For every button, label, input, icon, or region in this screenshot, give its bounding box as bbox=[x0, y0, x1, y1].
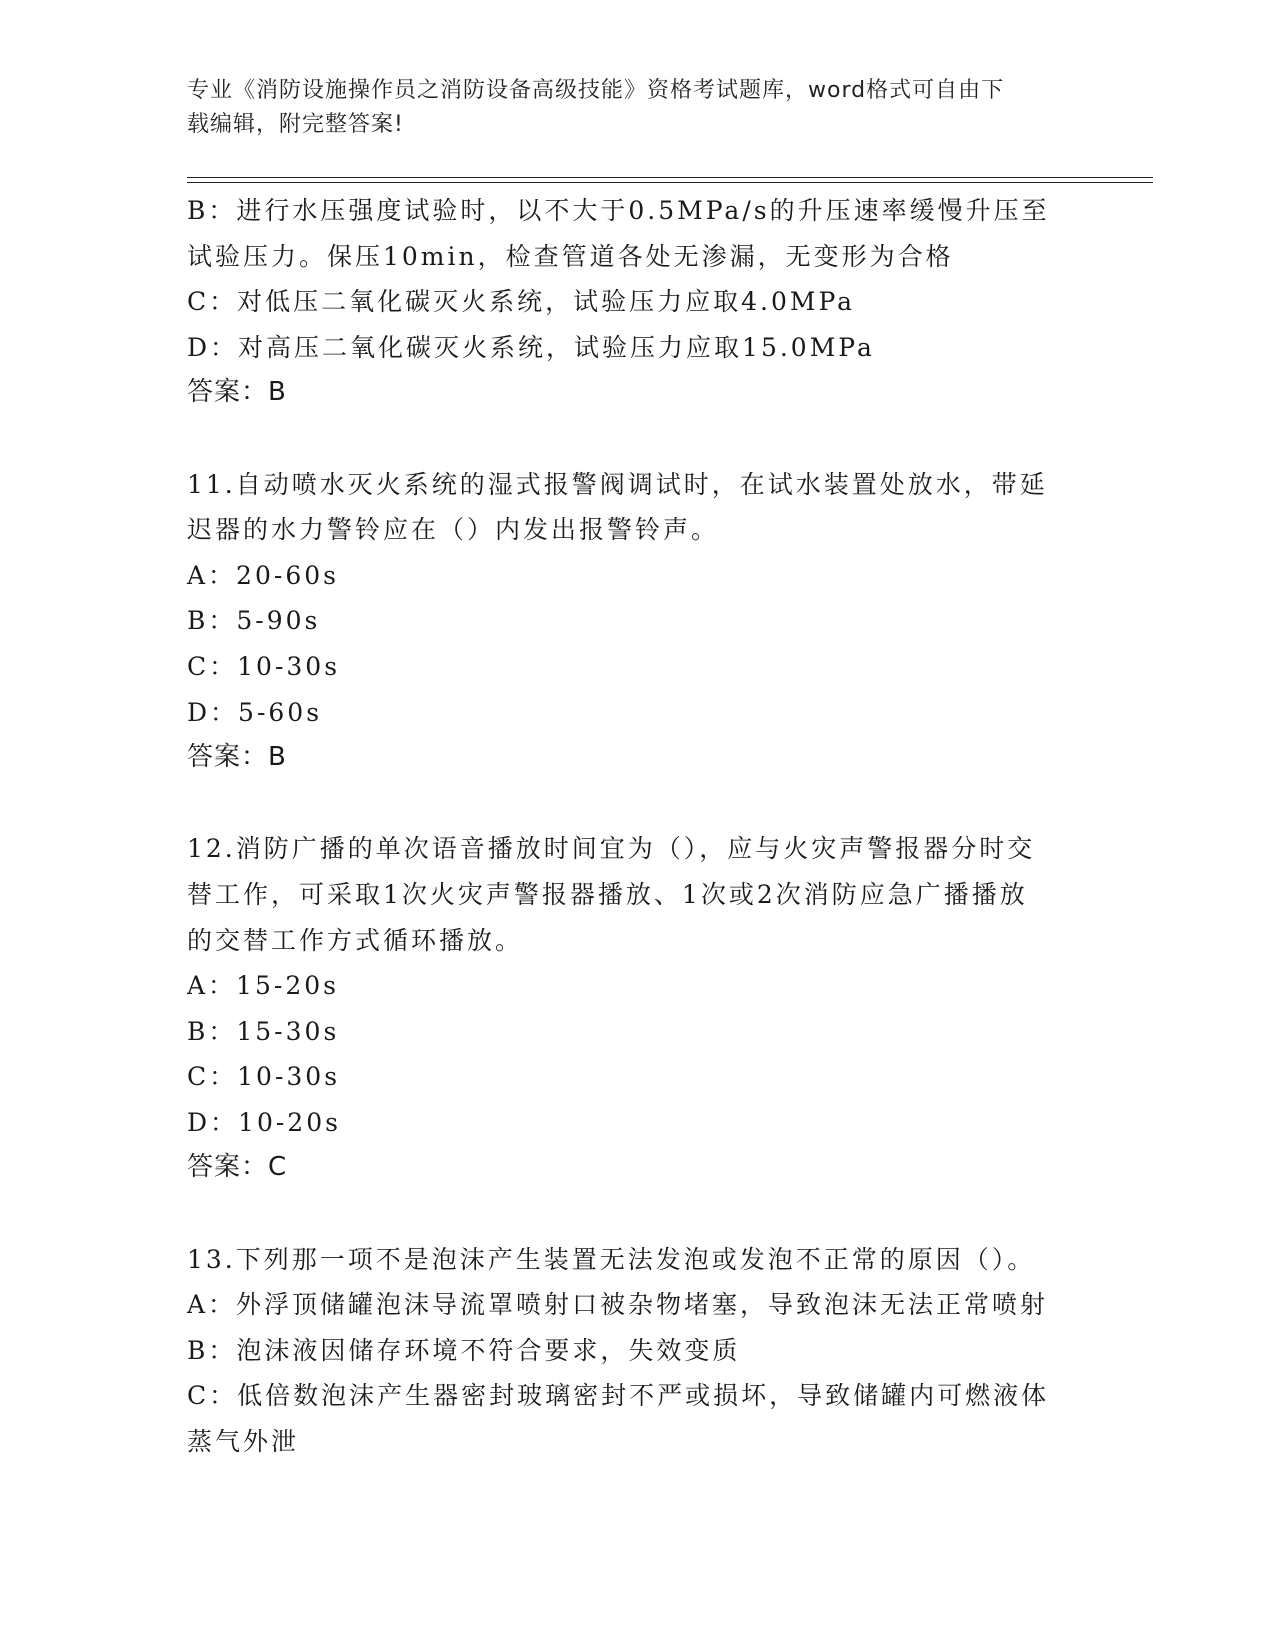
option-d: D：10-20s bbox=[187, 1107, 341, 1137]
option-c: C：10-30s bbox=[187, 1062, 341, 1092]
option-c: C：对低压二氧化碳灭火系统，试验压力应取4.0MPa bbox=[187, 287, 856, 317]
option-b: B：15-30s bbox=[187, 1016, 340, 1046]
page-header bbox=[187, 74, 1067, 142]
answer: 答案：B bbox=[187, 742, 287, 773]
header-line: 专业《消防设施操作员之消防设备高级技能》资格考试题库，word格式可自由下 bbox=[187, 78, 1005, 103]
option-a: A：外浮顶储罐泡沫导流罩喷射口被杂物堵塞，导致泡沫无法正常喷射 bbox=[187, 1290, 1049, 1320]
option-a: A：15-20s bbox=[187, 971, 339, 1001]
question-text: 替工作，可采取1次火灾声警报器播放、1次或2次消防应急广播播放 bbox=[187, 879, 1028, 909]
question-text: 13.下列那一项不是泡沫产生装置无法发泡或发泡不正常的原因（）。 bbox=[187, 1244, 1036, 1274]
header-divider bbox=[187, 182, 1153, 183]
option-d: D：对高压二氧化碳灭火系统，试验压力应取15.0MPa bbox=[187, 332, 875, 362]
option-b: B：进行水压强度试验时，以不大于0.5MPa/s的升压速率缓慢升压至 bbox=[187, 196, 1050, 225]
question-list bbox=[187, 188, 1107, 1465]
header-line: 载编辑，附完整答案! bbox=[187, 112, 404, 137]
option-c: C：低倍数泡沫产生器密封玻璃密封不严或损坏，导致储罐内可燃液体 bbox=[187, 1381, 1050, 1411]
question-text: 迟器的水力警铃应在（）内发出报警铃声。 bbox=[187, 515, 720, 545]
option-b: B：泡沫液因储存环境不符合要求，失效变质 bbox=[187, 1335, 741, 1365]
question-13 bbox=[187, 1237, 1107, 1465]
option-c: C：10-30s bbox=[187, 651, 341, 681]
question-text: 的交替工作方式循环播放。 bbox=[187, 925, 524, 955]
question-11 bbox=[187, 462, 1107, 781]
option-d: D：5-60s bbox=[187, 697, 323, 727]
question-text: 11.自动喷水灭火系统的湿式报警阀调试时，在试水装置处放水，带延 bbox=[187, 469, 1048, 499]
answer: 答案：C bbox=[187, 1152, 288, 1183]
header-divider bbox=[187, 177, 1153, 178]
option-b-continued: 试验压力。保压10min，检查管道各处无渗漏，无变形为合格 bbox=[187, 241, 954, 271]
question-10-tail bbox=[187, 188, 1107, 416]
answer: 答案：B bbox=[187, 377, 287, 408]
option-b: B：5-90s bbox=[187, 606, 321, 636]
option-a: A：20-60s bbox=[187, 560, 339, 590]
question-text: 12.消防广播的单次语音播放时间宜为（），应与火灾声警报器分时交 bbox=[187, 834, 1036, 864]
option-c-continued: 蒸气外泄 bbox=[187, 1427, 300, 1457]
question-12 bbox=[187, 826, 1107, 1191]
